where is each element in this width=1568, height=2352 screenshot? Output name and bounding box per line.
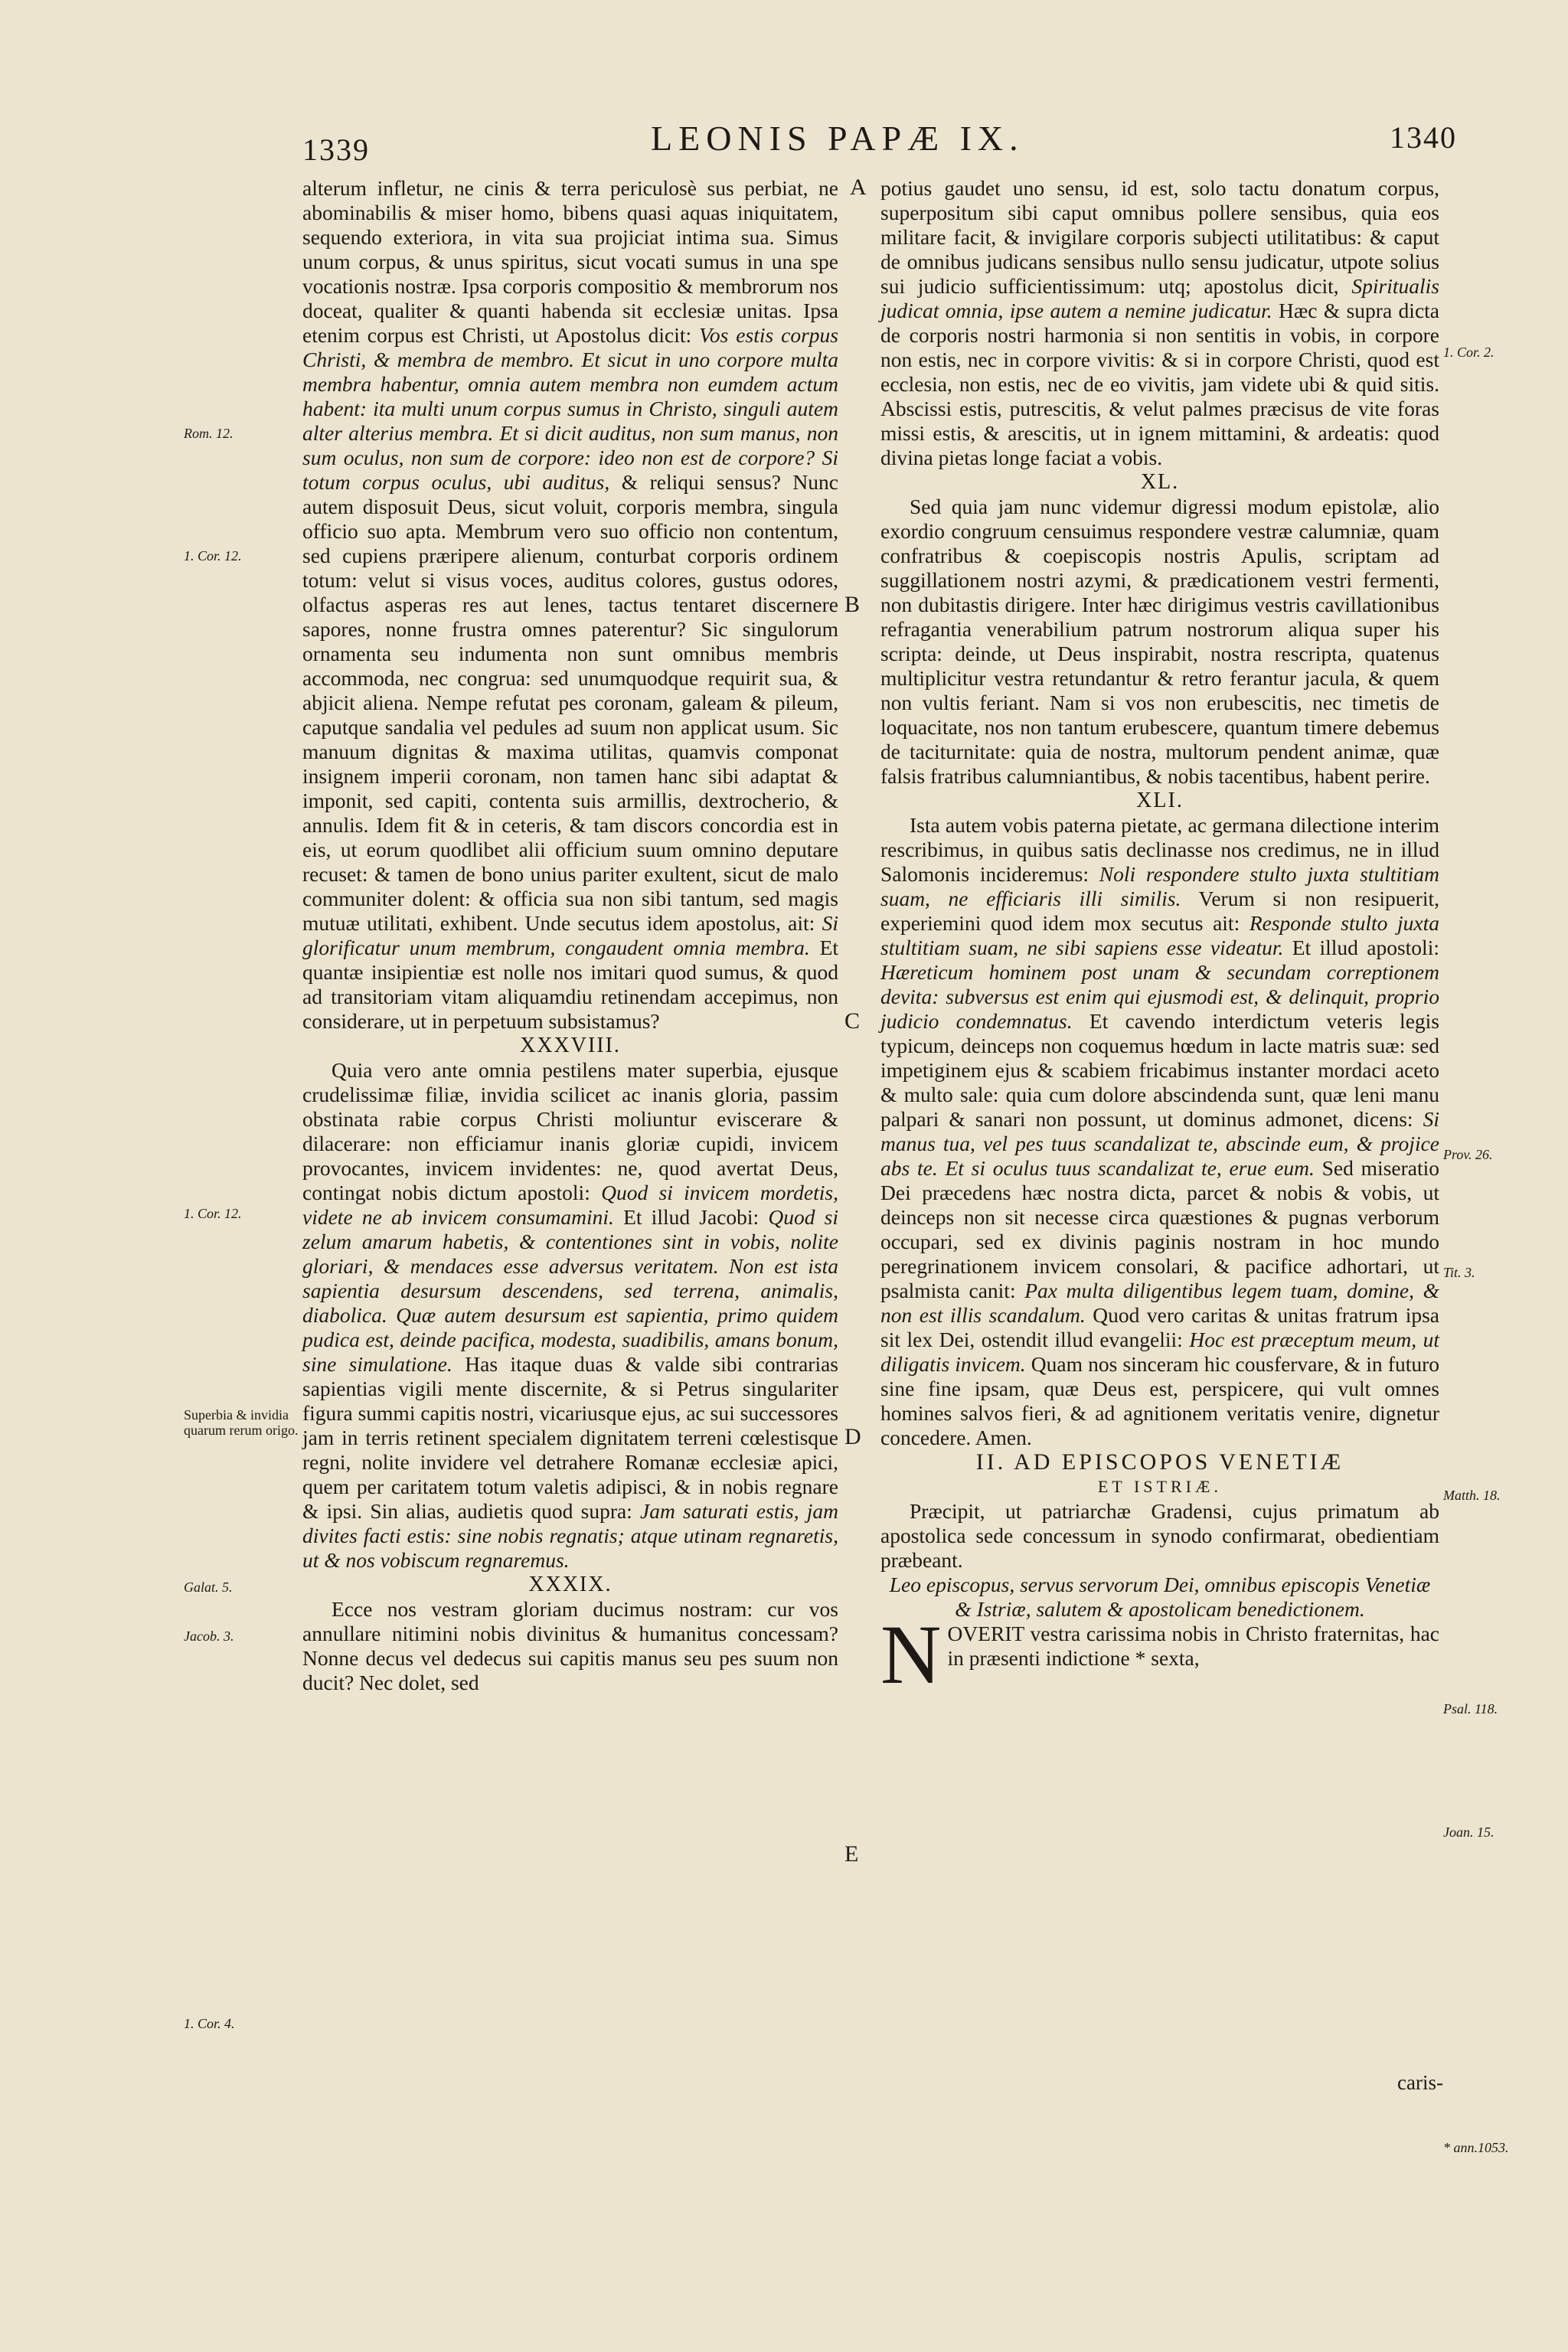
section-letter-b: B <box>844 592 861 617</box>
right-p1-tail: Hæc & supra dicta de corporis nostri harmonia si non sentitis in vobis, in corpore non estis, nec in corpore vivitis: & si in corpore Christi, quod est ecclesia, non estis, nec de eo vivitis, jam videte ubi & quid sitis. Abscissi estis, putrescitis, & velut palmes præcisus de vite foras missi estis, & arescitis, ut in ignem mittamini, & ardeatis: quod divina pietas longe faciat a vobis. <box>880 299 1439 469</box>
left-p2-mid: Et illud Jacobi: <box>623 1205 760 1229</box>
left-p2-quote2: Quod si zelum amarum habetis, & contentiones sint in vobis, nolite gloriari, & mendaces esse adversus veritatem. Non est ista sapientia desursum descendens, sed terrena, animalis, diabolica. Quæ autem desursum est sapientia, primo quidem pudica est, deinde pacifica, modesta, suadibilis, amans bonum, sine simulatione. <box>302 1205 839 1376</box>
left-p2-quote3: Jam saturati estis, jam divites facti estis: sine nobis regnatis; atque utinam regnaretis, ut & nos vobiscum regnaremus. <box>302 1499 839 1572</box>
page-header <box>0 115 1568 167</box>
left-p1-end: Et quantæ insipientiæ est nolle nos imitari quod sumus, & quod ad transitoriam vitam aliquamdiu retinendam accepimus, non considerare, ut in perpetuum subsistamus? <box>302 936 839 1033</box>
letter-summary: Præcipit, ut patriarchæ Gradensi, cujus primatum ab apostolica sede concessum in synodo confirmarat, obedientiam præbeant. <box>880 1499 1439 1572</box>
right-p1-quote: Spiritualis judicat omnia, ipse autem a nemine judicatur. <box>880 274 1439 322</box>
margin-note-cor-2: 1. Cor. 12. <box>184 1206 242 1221</box>
section-letter-e: E <box>844 1841 859 1867</box>
right-p3-mid2: Et illud apostoli: <box>1292 936 1439 959</box>
left-paragraph-2 <box>302 1058 838 1573</box>
right-p3-tail3: Quod vero caritas & unitas fratrum ipsa sit lex Dei, ostendit illud evangelii: <box>880 1303 1439 1351</box>
left-p2-tail: Has itaque duas & valde sibi contrarias sapientias vigili mente discernite, & si Petrus singulariter figura summi capitis nostri, vicariusque ejus, ac sui successores jam in terris retinent specialem dignitatem terreni cœlestisque regni, nolite invidere vel detrahere Romanæ ecclesiæ apici, quem per caritatem totum valetis adipisci, & in nobis regnare & ipsi. Sin alias, audietis quod supra: <box>302 1352 839 1523</box>
margin-note-tit: Tit. 3. <box>1443 1265 1475 1280</box>
margin-note-superbia: Superbia & invidia quarum rerum origo. <box>184 1407 299 1438</box>
left-p2-text: Quia vero ante omnia pestilens mater superbia, ejusque crudelissimæ filiæ, invidia scilicet ac inanis gloria, passim obstinata rabie corpus Christi moliuntur eviscerare & dilacerare: non efficiamur inanis gloriæ cupidi, invicem provocantes, invicem invidentes: ne, quod avertat Deus, contingat nobis dictum apostoli: <box>302 1058 838 1204</box>
catchword: caris- <box>1397 2071 1443 2094</box>
left-p2-quote: Quod si invicem mordetis, videte ne ab invicem consumamini. <box>302 1181 838 1229</box>
letter-heading-sub: ET ISTRIÆ. <box>1097 1477 1223 1496</box>
letter-opening <box>880 1608 1439 1701</box>
page-number-right: 1340 <box>1390 120 1457 155</box>
letter-salutation: Leo episcopus, servus servorum Dei, omnibus episcopis Venetiæ & Istriæ, salutem & apostolicam benedictionem. <box>889 1573 1431 1621</box>
section-letter-c: C <box>844 1008 861 1034</box>
left-p1-quote: Vos estis corpus Christi, & membra de membro. Et sicut in uno corpore multa membra habentur, omnia autem membra non eumdem actum habent: ita multi unum corpus sumus in Christo, singuli autem alter alterius membra. Et si dicit auditus, non sum manus, non sum oculus, non sum de corpore: ideo non est de corpore? Si totum corpus oculus, ubi auditus, <box>302 323 839 494</box>
left-column <box>302 176 838 1695</box>
margin-note-matth: Matth. 18. <box>1443 1488 1501 1503</box>
page-number-left: 1339 <box>302 132 370 167</box>
margin-note-psal: Psal. 118. <box>1443 1701 1498 1717</box>
right-paragraph-1 <box>880 176 1439 470</box>
margin-note-cor-3: 1. Cor. 4. <box>184 2016 235 2031</box>
opening-text: OVERIT vestra carissima nobis in Christo fraternitas, hac in præsenti indictione * sexta, <box>947 1622 1439 1670</box>
running-title: LEONIS PAPÆ IX. <box>651 119 1024 158</box>
right-p3-quote: Noli respondere stulto juxta stultitiam suam, ne efficiaris illi similis. <box>880 862 1440 910</box>
left-paragraph-3: Ecce nos vestram gloriam ducimus nostram: cur vos annullare nitimini nobis divinitus & humanitus concessam? Nonne decus vel dedecus sui capitis manus seu pes suum non ducit? Nec dolet, sed <box>302 1597 838 1694</box>
right-p3-quote3: Hæreticum hominem post unam & secundam correptionem devita: subversus est enim qui ejusmodi est, & delinquit, proprio judicio condemnatus. <box>880 960 1439 1033</box>
right-p3-end: Quam nos sinceram hic cousfervare, & in futuro sine fine ipsam, quæ Deus est, perspicere, qui vult omnes homines salvos fieri, & ad agnitionem veritatis venire, dignetur concedere. Amen. <box>880 1352 1440 1449</box>
right-paragraph-3 <box>880 813 1439 1450</box>
left-paragraph-1 <box>302 176 838 1034</box>
margin-note-cor-1: 1. Cor. 12. <box>184 548 242 564</box>
right-p3-quote4: Si manus tua, vel pes tuus scandalizat te, abscinde eum, & projice abs te. Et si oculus tuus scandalizat te, erue eum. <box>880 1107 1440 1180</box>
right-p3-quote6: Hoc est præceptum meum, ut diligatis invicem. <box>880 1328 1440 1376</box>
margin-note-jacob: Jacob. 3. <box>184 1628 234 1644</box>
margin-note-galat: Galat. 5. <box>184 1579 233 1595</box>
right-p3-text: Ista autem vobis paterna pietate, ac germana dilectione interim rescribimus, in quibus satis declinasse nos credimus, ne in illud Salomonis incideremus: <box>880 813 1439 886</box>
section-heading-39: XXXIX. <box>528 1573 612 1596</box>
margin-note-joan: Joan. 15. <box>1443 1824 1494 1840</box>
section-heading-41: XLI. <box>1136 789 1184 812</box>
right-p3-mid: Verum si non resipuerit, experiemini quod idem mox secutus ait: <box>880 887 1439 935</box>
section-letter-d: D <box>844 1424 861 1449</box>
margin-note-prov: Prov. 26. <box>1443 1147 1493 1162</box>
right-paragraph-2: Sed quia jam nunc videmur digressi modum epistolæ, alio exordio congruum censuimus respondere vestræ calumniæ, quam confratribus & coepiscopis nostris Apulis, scriptam ad suggillationem nostri azymi, & prædicationem vestri fermenti, non dubitastis dirigere. Inter hæc dirigimus vestris cavillationibus refragantia venerabilium patrum nostrorum aliqua super his scripta: deinde, ut Deus inspirabit, nostra rescripta, quatenus multiplicitur vestra retundantur & retro ferantur jacula, & quem non vultis feriant. Nam si vos non erubescitis, nec timetis de loquacitate, nos non tantum erubescere, quantum timere debemus de taciturnitate: quia de nostra, multorum pendent animæ, quæ falsis fratribus calumniantibus, & nobis tacentibus, habent perire. <box>880 495 1439 788</box>
left-p1-text: alterum infletur, ne cinis & terra periculosè sus perbiat, ne abominabilis & miser homo, bibens quasi aquas iniquitatem, sequendo exteriora, in vita sua projiciat intima sua. Simus unum corpus, & unus spiritus, sicut vocati sumus in una spe vocationis nostræ. Ipsa corporis compositio & membrorum nos doceat, qualiter & quanti habenda sit ecclesiæ unitas. Ipsa etenim corpus est Christi, ut Apostolus dicit: <box>302 176 838 347</box>
right-p3-quote5: Pax multa diligentibus legem tuam, domine, & non est illis scandalum. <box>880 1279 1440 1327</box>
right-column <box>880 176 1440 1701</box>
left-p1-quote2: Si glorificatur unum membrum, congaudent omnia membra. <box>302 911 839 959</box>
margin-note-cor-right: 1. Cor. 2. <box>1443 345 1494 360</box>
section-heading-40: XL. <box>1140 470 1180 494</box>
right-p1-text: potius gaudet uno sensu, id est, solo tactu donatum corpus, superpositum sibi caput omnibus pollere sensibus, quia eos militare facit, & invigilare corporis subjecti utilitatibus: & caput de omnibus judicans sensibus nullo sensu judicatur, utpote solius sui judicio sufficientissimum: utq; apostolus dicit, <box>880 176 1439 298</box>
right-p3-tail2: Sed miseratio Dei præcedens hæc nostra dicta, parcet & nobis & vobis, ut deinceps non sit necesse circa quæstiones & pugnas verborum occupari, sed ex divinis paginis nostram in hoc mundo peregrinationem invicem consolari, & pacifice adhortari, ut psalmista canit: <box>880 1156 1439 1302</box>
left-p1-tail: & reliqui sensus? Nunc autem disposuit Deus, sicut voluit, corporis membra, singula officio suo apta. Membrum vero suo officio non contentum, sed cupiens præripere alienum, conturbat corporis ordinem totum: velut si visus voces, auditus colores, gustus odores, olfactus asperas res aut lenes, tactus tentaret discernere sapores, nonne frustra omnes paterentur? Sic singulorum ornamenta seu indumenta non sunt omnibus membris accommoda, nec congrua: sed unumquodque requirit sua, & abjicit aliena. Nempe refutat pes coronam, galeam & pileum, caputque sandalia vel pedules ad suum non applicat usum. Sic manuum dignitas & maxima utilitas, quamvis componat insignem imperii coronam, non tamen hanc sibi adaptat & imponit, sed capiti, contenta suis armillis, dextrocherio, & annulis. Idem fit & in ceteris, & tam discors concordia est in eis, ut eorum quodlibet alii officium suum omnino deputare recuset: & tamen de bono unius pariter exultent, sicut de malo communiter dolent: & officia sua non sibi tantum, sed magis mutuæ utilitati, exhibent. Unde secutus idem apostolus, ait: <box>302 470 838 935</box>
margin-note-ann: * ann.1053. <box>1443 2140 1509 2155</box>
margin-note-rom: Rom. 12. <box>184 426 234 441</box>
letter-heading: II. AD EPISCOPOS VENETIÆ <box>975 1449 1344 1475</box>
section-letter-a: A <box>850 175 867 200</box>
section-heading-38: XXXVIII. <box>520 1034 621 1057</box>
drop-cap: N <box>880 1608 942 1701</box>
right-p3-tail: Et cavendo interdictum veteris legis typicum, deinceps non coquemus hœdum in lacte matris suæ: sed impetiginem ejus & scabiem fricabimus instanter mordaci aceto & multo sale: quia cum dolore abscindenda sunt, quæ leni manu palpari & sanari non possunt, ut dominus admonet, dicens: <box>880 1009 1439 1131</box>
right-p3-quote2: Responde stulto juxta stultitiam suam, ne sibi sapiens esse videatur. <box>880 911 1440 959</box>
